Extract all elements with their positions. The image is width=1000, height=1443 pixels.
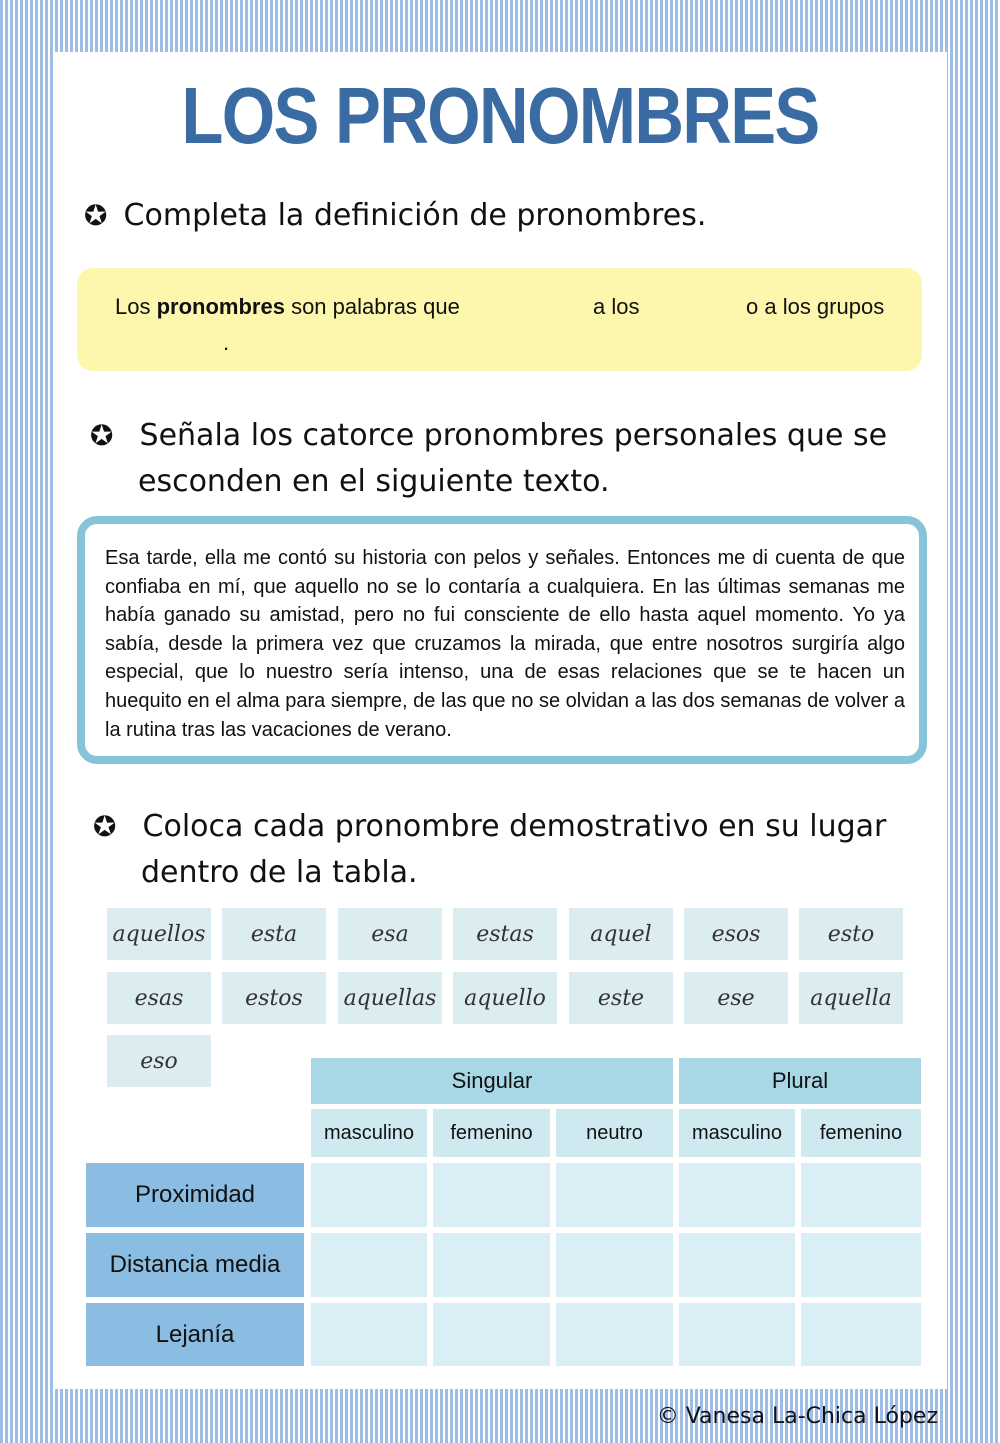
- row-label-lejania: Lejanía: [86, 1303, 304, 1366]
- drop-cell[interactable]: [433, 1233, 550, 1297]
- drop-cell[interactable]: [801, 1303, 921, 1366]
- drop-cell[interactable]: [679, 1163, 795, 1227]
- word-tile[interactable]: aquellas: [338, 972, 442, 1024]
- definition-text-start: Los pronombres son palabras que: [115, 294, 460, 319]
- drop-cell[interactable]: [556, 1303, 673, 1366]
- copyright-footer: © Vanesa La-Chica López: [656, 1404, 938, 1429]
- word-tile[interactable]: aquel: [569, 908, 673, 960]
- drop-cell[interactable]: [311, 1163, 427, 1227]
- word-tile[interactable]: esa: [338, 908, 442, 960]
- row-label-distancia-media: Distancia media: [86, 1233, 304, 1297]
- star-icon: ✪: [93, 810, 117, 843]
- drop-cell[interactable]: [679, 1233, 795, 1297]
- instruction-definition: ✪ Completa la definición de pronombres.: [84, 193, 706, 239]
- word-tile[interactable]: aquella: [799, 972, 903, 1024]
- header-plural: Plural: [679, 1058, 921, 1104]
- instruction-demonstratives: ✪ Coloca cada pronombre demostrativo en su lugar dentro de la tabla.: [93, 804, 886, 896]
- drop-cell[interactable]: [433, 1163, 550, 1227]
- drop-cell[interactable]: [556, 1233, 673, 1297]
- drop-cell[interactable]: [311, 1233, 427, 1297]
- definition-box: [77, 268, 922, 371]
- word-tile[interactable]: esto: [799, 908, 903, 960]
- drop-cell[interactable]: [801, 1163, 921, 1227]
- word-tile[interactable]: esta: [222, 908, 326, 960]
- word-tile[interactable]: estos: [222, 972, 326, 1024]
- story-paragraph: Esa tarde, ella me contó su historia con pelos y señales. Entonces me di cuenta de que confiaba en mí, que aquello no se lo contaría a cualquiera. En las últimas semanas me había ganado su amistad, pero no fui consciente de ello hasta aquel momento. Yo ya sabía, desde la primera vez que cruzamos la mirada, que entre nosotros surgiría algo especial, que lo nuestro sería intenso, una de esas relaciones que se te hacen un huequito en el alma para siempre, de las que no se olvidan a las dos semanas de volver a la rutina tras las vacaciones de verano.: [105, 547, 905, 741]
- drop-cell[interactable]: [679, 1303, 795, 1366]
- drop-cell[interactable]: [433, 1303, 550, 1366]
- definition-text-mid: a los: [593, 294, 640, 319]
- star-icon: ✪: [90, 419, 114, 452]
- subheader-masculino: masculino: [311, 1109, 427, 1157]
- word-tile[interactable]: este: [569, 972, 673, 1024]
- subheader-neutro: neutro: [556, 1109, 673, 1157]
- word-tile[interactable]: esos: [684, 908, 788, 960]
- drop-cell[interactable]: [556, 1163, 673, 1227]
- row-label-proximidad: Proximidad: [86, 1163, 304, 1227]
- word-tile[interactable]: ese: [684, 972, 788, 1024]
- definition-period: .: [223, 330, 230, 355]
- drop-cell[interactable]: [311, 1303, 427, 1366]
- word-tile[interactable]: aquellos: [107, 908, 211, 960]
- subheader-plural-femenino: femenino: [801, 1109, 921, 1157]
- instruction-personal-pronouns: ✪ Señala los catorce pronombres personales que se esconden en el siguiente texto.: [90, 413, 887, 505]
- story-text-box: [77, 516, 927, 764]
- page-title: LOS PRONOMBRES: [181, 71, 819, 160]
- definition-text-end: o a los grupos: [746, 294, 885, 319]
- star-icon: ✪: [84, 199, 108, 232]
- word-tile[interactable]: esas: [107, 972, 211, 1024]
- word-tile[interactable]: eso: [107, 1035, 211, 1087]
- word-tile[interactable]: estas: [453, 908, 557, 960]
- subheader-femenino: femenino: [433, 1109, 550, 1157]
- header-singular: Singular: [311, 1058, 673, 1104]
- subheader-plural-masculino: masculino: [679, 1109, 795, 1157]
- word-tile[interactable]: aquello: [453, 972, 557, 1024]
- drop-cell[interactable]: [801, 1233, 921, 1297]
